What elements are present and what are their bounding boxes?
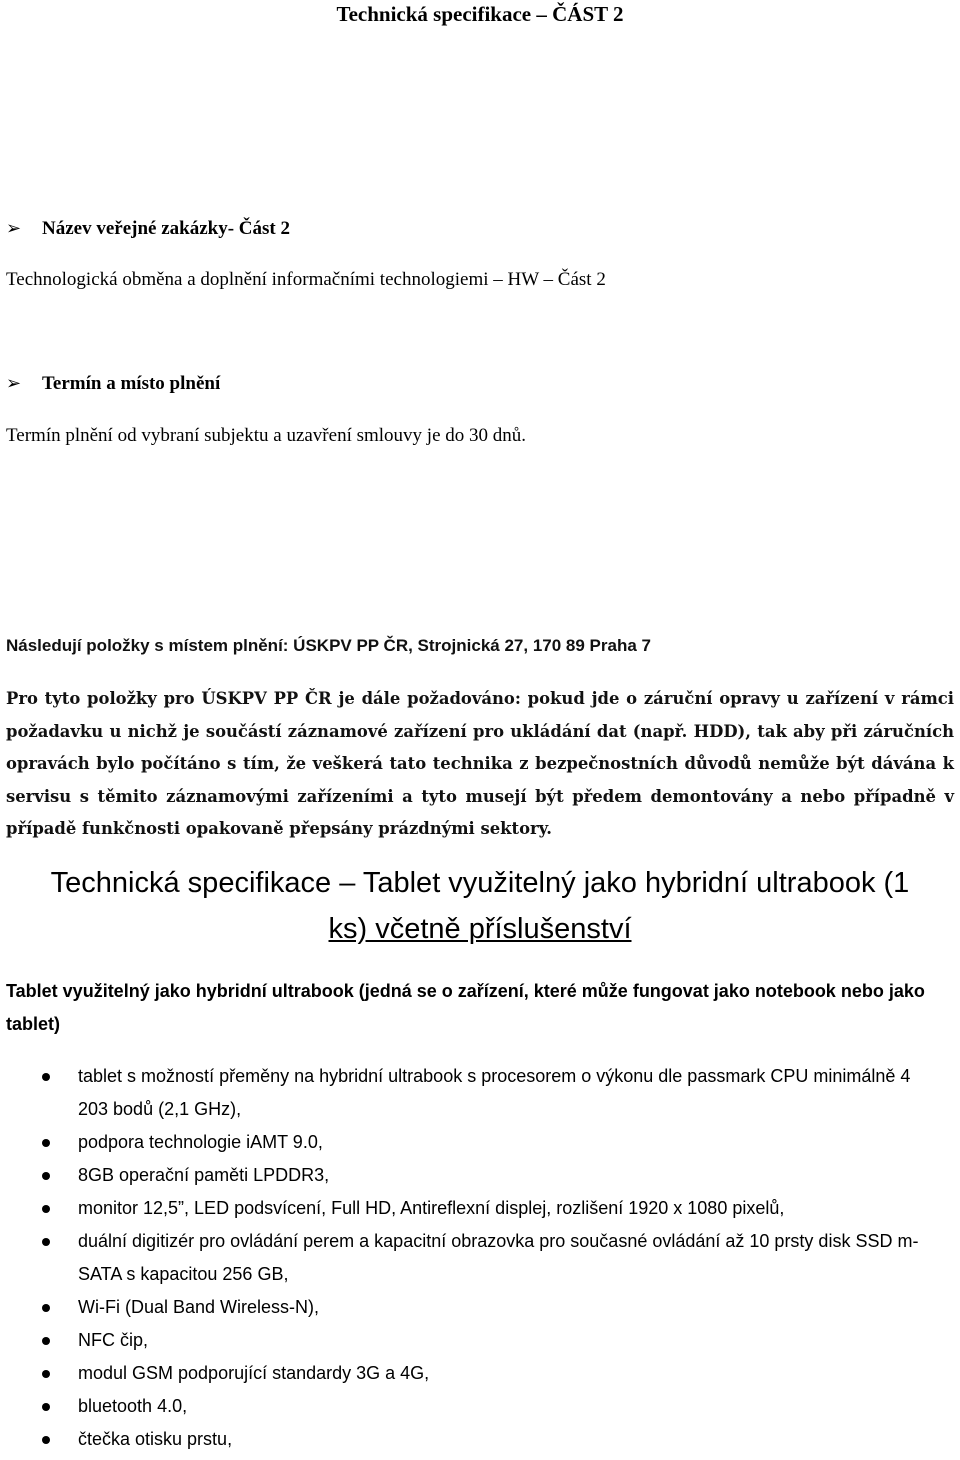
round-bullet-icon xyxy=(42,1139,50,1147)
spec-list xyxy=(0,1060,960,1456)
round-bullet-icon xyxy=(42,1337,50,1345)
round-bullet-icon xyxy=(42,1172,50,1180)
list-item xyxy=(0,1192,938,1225)
spec-heading-line-2: ks) včetně příslušenství xyxy=(328,913,632,945)
list-item-text: bluetooth 4.0, xyxy=(78,1396,188,1416)
list-item xyxy=(0,1423,938,1456)
list-item-text: podpora technologie iAMT 9.0, xyxy=(78,1132,323,1152)
round-bullet-icon xyxy=(42,1304,50,1312)
term-text: Termín plnění od vybraní subjektu a uzavření smlouvy je do 30 dnů. xyxy=(6,425,527,446)
section-heading-term-place: Termín a místo plnění xyxy=(42,373,221,394)
list-item xyxy=(0,1225,938,1291)
spec-subheading: Tablet využitelný jako hybridní ultrabook (jedná se o zařízení, které může fungovat jako notebook nebo jako tablet) xyxy=(6,981,925,1034)
round-bullet-icon xyxy=(42,1073,50,1081)
list-item-text: modul GSM podporující standardy 3G a 4G, xyxy=(78,1363,430,1383)
requirements-paragraph: Pro tyto položky pro ÚSKPV PP ČR je dále požadováno: pokud jde o záruční opravy u zařízení v rámci požadavku u nichž je součástí záznamové zařízení pro ukládání dat (např. HDD), tak aby při záručních opravách bylo počítáno s tím, že veškerá tato technika z bezpečnostních důvodů nemůže být dávána k servisu s těmito záznamovými zařízeními a tyto musejí být předem demontovány a nebo případně v případě funkčnosti opakovaně přepsány prázdnými sektory. xyxy=(6,689,954,839)
arrowhead-bullet-icon: ➢ xyxy=(6,218,22,239)
section-heading-contract-name: Název veřejné zakázky- Část 2 xyxy=(42,218,290,239)
list-item xyxy=(0,1324,938,1357)
list-item xyxy=(0,1159,938,1192)
list-item-text: NFC čip, xyxy=(78,1330,149,1350)
list-item xyxy=(0,1060,938,1126)
list-item xyxy=(0,1126,938,1159)
list-item xyxy=(0,1291,938,1324)
spec-heading xyxy=(0,860,960,952)
round-bullet-icon xyxy=(42,1370,50,1378)
list-item-text: tablet s možností přeměny na hybridní ultrabook s procesorem o výkonu dle passmark CPU minimálně 4 203 bodů (2,1 GHz), xyxy=(78,1066,911,1119)
round-bullet-icon xyxy=(42,1238,50,1246)
list-item-text: Wi-Fi (Dual Band Wireless-N), xyxy=(78,1297,320,1317)
list-item-text: 8GB operační paměti LPDDR3, xyxy=(78,1165,330,1185)
arrowhead-bullet-icon: ➢ xyxy=(6,373,22,394)
page-title: Technická specifikace – ČÁST 2 xyxy=(336,2,624,26)
list-item-text: monitor 12,5”, LED podsvícení, Full HD, Antireflexní displej, rozlišení 1920 x 1080 pixelů, xyxy=(78,1198,785,1218)
round-bullet-icon xyxy=(42,1205,50,1213)
list-item xyxy=(0,1390,938,1423)
round-bullet-icon xyxy=(42,1403,50,1411)
list-item-text: čtečka otisku prstu, xyxy=(78,1429,233,1449)
spec-heading-line-1: Technická specifikace – Tablet využitelný jako hybridní ultrabook (1 xyxy=(50,867,910,899)
list-item xyxy=(0,1357,938,1390)
intro-text: Následují položky s místem plnění: ÚSKPV PP ČR, Strojnická 27, 170 89 Praha 7 xyxy=(6,636,651,655)
round-bullet-icon xyxy=(42,1436,50,1444)
contract-name-text: Technologická obměna a doplnění informačními technologiemi – HW – Část 2 xyxy=(6,269,606,290)
list-item-text: duální digitizér pro ovládání perem a kapacitní obrazovka pro současné ovládání až 10 prsty disk SSD m-SATA s kapacitou 256 GB, xyxy=(78,1231,919,1284)
